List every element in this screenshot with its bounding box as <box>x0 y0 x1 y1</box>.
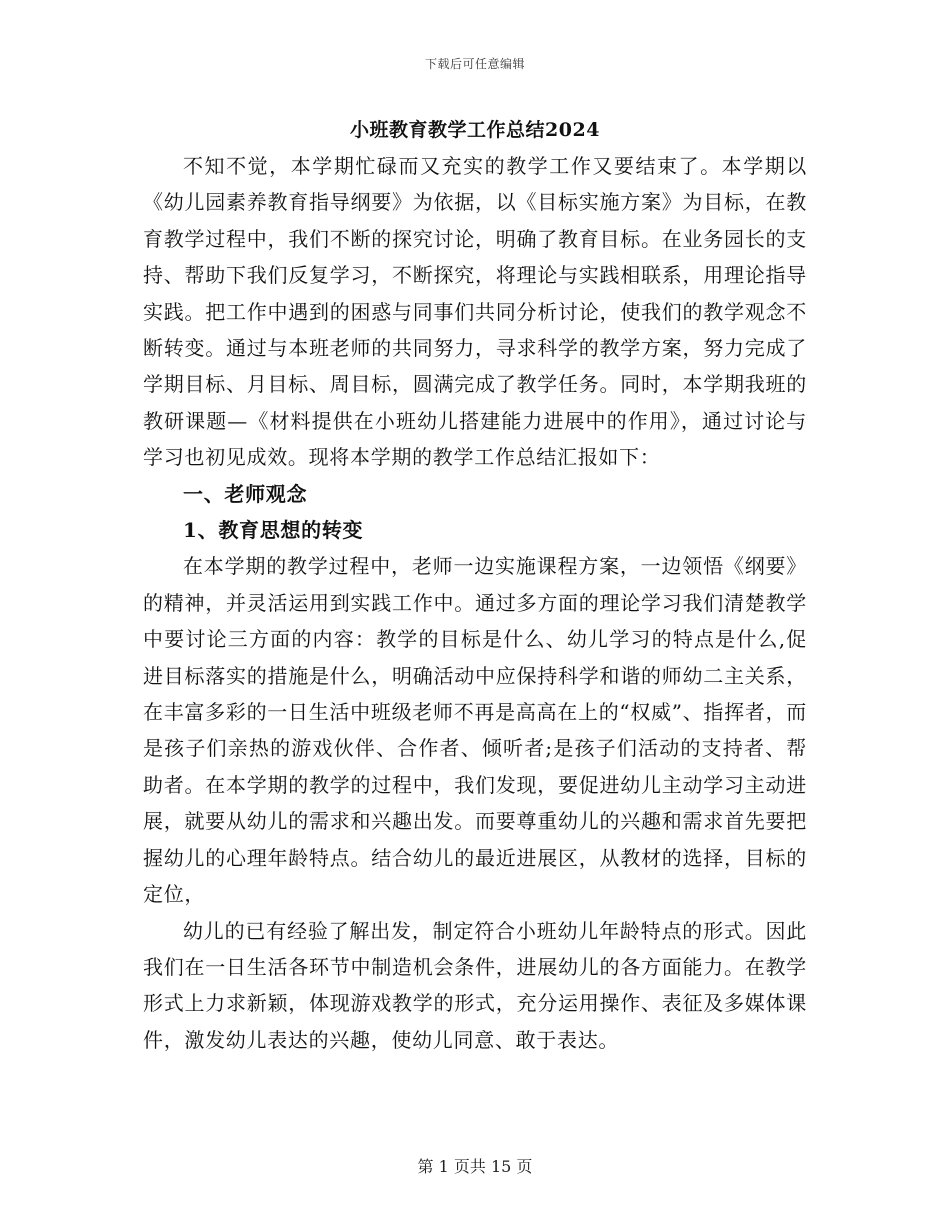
document-title: 小班教育教学工作总结2024 <box>350 119 600 141</box>
intro-paragraph: 不知不觉，本学期忙碌而又充实的教学工作又要结束了。本学期以《幼儿园素养教育指导纲要》为依据，以《目标实施方案》为目标，在教育教学过程中，我们不断的探究讨论，明确了教育目标。在业务园长的支持、帮助下我们反复学习，不断探究，将理论与实践相联系，用理论指导实践。把工作中遇到的困惑与同事们共同分析讨论，使我们的教学观念不断转变。通过与本班老师的共同努力，寻求科学的教学方案，努力完成了学期目标、月目标、周目标，圆满完成了教学任务。同时，本学期我班的教研课题—《材料提供在小班幼儿搭建能力进展中的作用》，通过讨论与学习也初见成效。现将本学期的教学工作总结汇报如下： <box>143 154 807 470</box>
page-number: 第 1 页共 15 页 <box>417 1157 533 1176</box>
header-note: 下载后可任意编辑 <box>424 57 525 71</box>
document-body <box>143 112 807 1058</box>
body-paragraph-1: 在本学期的教学过程中，老师一边实施课程方案，一边领悟《纲要》的精神，并灵活运用到实践工作中。通过多方面的理论学习我们清楚教学中要讨论三方面的内容：教学的目标是什么、幼儿学习的特点是什么,促进目标落实的措施是什么，明确活动中应保持科学和谐的师幼二主关系，在丰富多彩的一日生活中班级老师不再是高高在上的“权威”、指挥者，而是孩子们亲热的游戏伙伴、合作者、倾听者;是孩子们活动的支持者、帮助者。在本学期的教学的过程中，我们发现，要促进幼儿主动学习主动进展，就要从幼儿的需求和兴趣出发。而要尊重幼儿的兴趣和需求首先要把握幼儿的心理年龄特点。结合幼儿的最近进展区，从教材的选择，目标的定位， <box>143 554 807 907</box>
body-paragraph-2: 幼儿的已有经验了解出发，制定符合小班幼儿年龄特点的形式。因此我们在一日生活各环节中制造机会条件，进展幼儿的各方面能力。在教学形式上力求新颖，体现游戏教学的形式，充分运用操作、表征及多媒体课件，激发幼儿表达的兴趣，使幼儿同意、敢于表达。 <box>143 918 807 1052</box>
subsection-heading: 1、教育思想的转变 <box>183 518 364 543</box>
section-heading: 一、老师观念 <box>183 481 308 506</box>
